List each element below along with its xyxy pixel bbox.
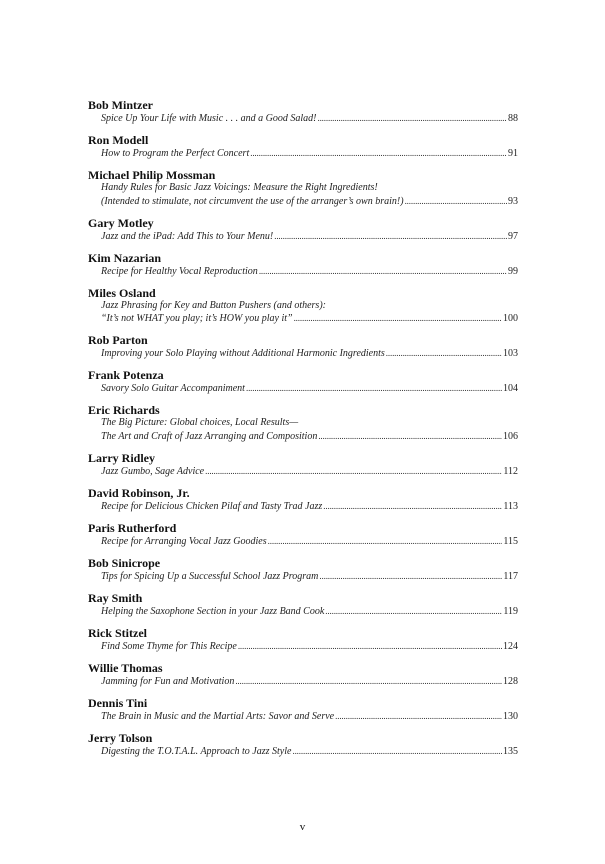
page-number: 124 (503, 640, 518, 652)
entry-line (88, 265, 518, 279)
dot-leader (238, 640, 502, 654)
entry-title: Find Some Thyme for This Recipe (101, 640, 237, 652)
page-number: 99 (508, 265, 518, 277)
entry-title: The Big Picture: Global choices, Local Results— (101, 417, 299, 428)
dot-leader (205, 465, 502, 479)
page-number: 104 (503, 383, 518, 394)
toc-entry (88, 286, 518, 326)
entry-author: Ray Smith (88, 590, 143, 605)
entry-author: Bob Sinicrope (88, 555, 161, 570)
toc-entry (88, 168, 518, 208)
entry-title: Handy Rules for Basic Jazz Voicings: Measure the Right Ingredients! (101, 182, 378, 193)
page-number: 119 (503, 605, 518, 617)
toc-entry (88, 591, 518, 619)
entry-author: Dennis Tini (88, 695, 148, 710)
page-number: 115 (503, 535, 518, 547)
toc-entry (88, 486, 518, 514)
dot-leader (405, 195, 507, 209)
entry-author: Paris Rutherford (88, 520, 177, 535)
toc-entry (88, 368, 518, 396)
toc-entry (88, 451, 518, 479)
page-number: 91 (508, 148, 518, 159)
page-folio: v (299, 821, 306, 833)
page-number: 130 (503, 710, 518, 722)
entry-title: Spice Up Your Life with Music . . . and a Good Salad! (101, 113, 317, 124)
page-number: 88 (508, 113, 518, 124)
entry-author: Rick Stitzel (88, 625, 147, 640)
entry-author: Frank Potenza (88, 368, 164, 382)
entry-line (88, 465, 518, 479)
entry-author: Willie Thomas (88, 660, 163, 675)
entry-line (88, 640, 518, 654)
dot-leader (259, 265, 507, 279)
entry-author: David Robinson, Jr. (88, 485, 190, 500)
entry-line (88, 745, 518, 759)
entry-title: Jazz and the iPad: Add This to Your Menu! (101, 230, 274, 242)
entry-line (88, 535, 518, 549)
page-number: 103 (503, 348, 518, 359)
entry-line (88, 430, 518, 444)
entry-title: Digesting the T.O.T.A.L. Approach to Jazz Style (101, 745, 292, 757)
entry-line (88, 112, 518, 126)
toc-entry (88, 696, 518, 724)
entry-line (88, 675, 518, 689)
toc-entry (88, 133, 518, 161)
entry-title: Recipe for Arranging Vocal Jazz Goodies (101, 535, 267, 547)
dot-leader (323, 500, 502, 514)
toc-entry (88, 731, 518, 759)
entry-title: Tips for Spicing Up a Successful School Jazz Program (101, 570, 319, 582)
dot-leader (317, 112, 507, 126)
entry-title: How to Program the Perfect Concert (101, 148, 250, 159)
entry-title: Jazz Phrasing for Key and Button Pushers (and others): (101, 299, 326, 311)
entry-line (88, 382, 518, 396)
page-number: 100 (503, 313, 518, 324)
entry-line (88, 147, 518, 161)
entry-line (88, 230, 518, 244)
dot-leader (250, 147, 507, 161)
entry-title: Recipe for Healthy Vocal Reproduction (101, 265, 258, 277)
entry-author: Bob Mintzer (88, 98, 153, 112)
toc-entry (88, 521, 518, 549)
entry-line (88, 312, 518, 326)
toc-entry (88, 556, 518, 584)
entry-title: (Intended to stimulate, not circumvent the use of the arranger’s own brain!) (101, 195, 404, 207)
page-number: 97 (508, 230, 518, 242)
entry-title: “It’s not WHAT you play; it’s HOW you play it” (101, 313, 293, 324)
dot-leader (246, 382, 502, 396)
dot-leader (274, 230, 507, 244)
page-number: 135 (503, 745, 518, 757)
entry-author: Michael Philip Mossman (88, 168, 216, 182)
dot-leader (268, 535, 503, 549)
dot-leader (294, 312, 502, 326)
entry-line (88, 195, 518, 209)
page-number: 117 (503, 570, 518, 582)
toc-entry (88, 216, 518, 244)
entry-title: Recipe for Delicious Chicken Pilaf and Tasty Trad Jazz (101, 500, 323, 512)
page-number: 113 (503, 500, 518, 512)
entry-author: Jerry Tolson (88, 730, 153, 745)
entry-title: The Brain in Music and the Martial Arts: Savor and Serve (101, 710, 335, 722)
toc-entry (88, 251, 518, 279)
dot-leader (235, 675, 502, 689)
entry-line (88, 605, 518, 619)
entry-author: Kim Nazarian (88, 250, 161, 265)
entry-title: The Art and Craft of Jazz Arranging and Composition (101, 430, 318, 442)
dot-leader (319, 570, 502, 584)
toc-entry (88, 403, 518, 443)
entry-line (88, 570, 518, 584)
entry-title: Jazz Gumbo, Sage Advice (101, 465, 205, 477)
entry-author: Ron Modell (88, 133, 149, 147)
entry-line (88, 500, 518, 514)
entry-author: Larry Ridley (88, 450, 155, 465)
entry-title: Helping the Saxophone Section in your Jazz Band Cook (101, 605, 325, 617)
page-number: 106 (503, 430, 518, 442)
dot-leader (292, 745, 502, 759)
entry-title: Improving your Solo Playing without Additional Harmonic Ingredients (101, 348, 385, 359)
page-number: 112 (503, 465, 518, 477)
toc-entry (88, 98, 518, 126)
entry-line (88, 347, 518, 361)
dot-leader (335, 710, 502, 724)
entry-title: Savory Solo Guitar Accompaniment (101, 383, 245, 394)
entry-line (88, 710, 518, 724)
entry-author: Gary Motley (88, 215, 154, 230)
dot-leader (318, 430, 502, 444)
table-of-contents (88, 98, 518, 766)
toc-entry (88, 333, 518, 361)
toc-entry (88, 661, 518, 689)
dot-leader (325, 605, 502, 619)
entry-author: Eric Richards (88, 403, 160, 417)
entry-author: Rob Parton (88, 333, 148, 347)
entry-title: Jamming for Fun and Motivation (101, 675, 235, 687)
toc-entry (88, 626, 518, 654)
dot-leader (386, 347, 502, 361)
page-number: 93 (508, 195, 518, 207)
entry-author: Miles Osland (88, 285, 156, 300)
page-number: 128 (503, 675, 518, 687)
